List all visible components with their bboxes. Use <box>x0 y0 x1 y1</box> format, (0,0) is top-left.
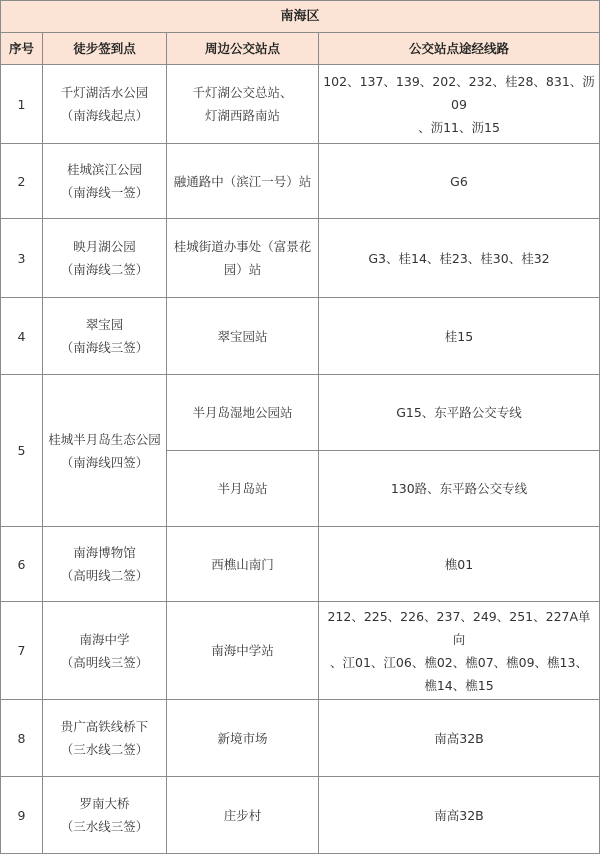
station-name: 灯湖西路南站 <box>204 108 280 123</box>
station-cell <box>167 777 319 854</box>
checkin-line: （南海线三签） <box>60 340 149 355</box>
station-name: 庄步村 <box>223 807 262 823</box>
table-row <box>1 65 600 144</box>
route-line: 樵01 <box>444 556 474 572</box>
route-line: 130路、东平路公交专线 <box>390 481 528 496</box>
station-cell <box>167 219 319 298</box>
table-row <box>1 700 600 777</box>
checkin-name: 罗南大桥 <box>79 796 130 811</box>
checkin-cell <box>43 602 167 700</box>
row-no: 6 <box>1 527 43 602</box>
checkin-cell <box>43 527 167 602</box>
station-cell <box>167 298 319 375</box>
table-row <box>1 144 600 219</box>
checkin-name: 翠宝园 <box>85 317 124 332</box>
route-line: 、江01、江06、樵02、樵07、樵09、樵13、 <box>330 654 588 670</box>
checkin-line: （南海线二签） <box>60 262 149 277</box>
table-title: 南海区 <box>1 1 600 33</box>
routes-cell <box>319 527 600 602</box>
checkin-name: 南海中学 <box>79 631 130 647</box>
table-row <box>1 219 600 298</box>
table-row <box>1 602 600 700</box>
route-line: G15、东平路公交专线 <box>396 405 522 420</box>
checkin-cell <box>43 298 167 375</box>
checkin-line: （南海线起点） <box>60 108 149 123</box>
route-line: 212、225、226、237、249、251、227A单向 <box>327 608 591 647</box>
routes-cell <box>319 65 600 144</box>
station-cell <box>167 375 319 451</box>
checkin-name: 贵广高铁线桥下 <box>60 719 149 734</box>
routes-cell <box>319 451 600 527</box>
header-no: 序号 <box>1 33 43 65</box>
table-title-row <box>1 1 600 33</box>
checkin-line: （高明线三签） <box>60 654 149 670</box>
checkin-name: 千灯湖活水公园 <box>60 85 149 100</box>
routes-cell <box>319 375 600 451</box>
table-row <box>1 527 600 602</box>
route-line: 102、137、139、202、232、桂28、831、沥09 <box>323 73 595 112</box>
station-cell <box>167 602 319 700</box>
station-cell <box>167 144 319 219</box>
header-stations: 周边公交站点 <box>167 33 319 65</box>
station-name: 半月岛站 <box>217 481 268 496</box>
table-row <box>1 375 600 451</box>
routes-cell <box>319 219 600 298</box>
station-name: 新境市场 <box>217 730 268 746</box>
station-name: 园）站 <box>223 262 262 277</box>
checkin-line: （高明线二签） <box>60 568 149 583</box>
routes-cell <box>319 298 600 375</box>
table-header-row <box>1 33 600 65</box>
route-line: 桂15 <box>444 328 474 344</box>
station-name: 翠宝园站 <box>217 328 268 344</box>
route-line: 南高32B <box>434 730 484 746</box>
checkin-name: 南海博物馆 <box>73 545 136 560</box>
checkin-cell <box>43 65 167 144</box>
station-cell <box>167 527 319 602</box>
routes-cell <box>319 602 600 700</box>
checkin-line: （南海线一签） <box>60 185 149 200</box>
route-line: 南高32B <box>434 807 484 823</box>
row-no: 2 <box>1 144 43 219</box>
route-line: G3、桂14、桂23、桂30、桂32 <box>368 250 550 266</box>
checkin-line: （三水线二签） <box>60 742 149 757</box>
station-name: 千灯湖公交总站、 <box>192 85 293 100</box>
checkin-cell <box>43 144 167 219</box>
routes-cell <box>319 700 600 777</box>
row-no: 9 <box>1 777 43 854</box>
station-name: 半月岛湿地公园站 <box>192 405 293 420</box>
route-line: 樵14、樵15 <box>424 677 494 693</box>
checkin-cell <box>43 700 167 777</box>
station-cell <box>167 700 319 777</box>
station-name: 融通路中（滨江一号）站 <box>173 173 312 189</box>
checkin-name: 映月湖公园 <box>73 239 136 254</box>
table-row <box>1 298 600 375</box>
checkin-cell <box>43 219 167 298</box>
routes-cell <box>319 777 600 854</box>
row-no: 3 <box>1 219 43 298</box>
row-no: 4 <box>1 298 43 375</box>
checkin-name: 桂城滨江公园 <box>66 162 142 177</box>
route-line: G6 <box>450 173 468 189</box>
header-checkin: 徒步签到点 <box>43 33 167 65</box>
station-name: 南海中学站 <box>211 643 274 658</box>
checkin-cell <box>43 375 167 527</box>
checkin-line: （三水线三签） <box>60 819 149 834</box>
row-no: 5 <box>1 375 43 527</box>
route-line: 、沥11、沥15 <box>418 119 500 135</box>
checkin-name: 桂城半月岛生态公园 <box>48 431 161 447</box>
station-name: 西樵山南门 <box>211 556 274 572</box>
row-no: 1 <box>1 65 43 144</box>
row-no: 7 <box>1 602 43 700</box>
table-row <box>1 777 600 854</box>
checkin-cell <box>43 777 167 854</box>
station-cell <box>167 65 319 144</box>
routes-cell <box>319 144 600 219</box>
station-cell <box>167 451 319 527</box>
row-no: 8 <box>1 700 43 777</box>
station-name: 桂城街道办事处（富景花 <box>173 239 312 254</box>
checkin-line: （南海线四签） <box>60 454 149 470</box>
header-routes: 公交站点途经线路 <box>319 33 600 65</box>
